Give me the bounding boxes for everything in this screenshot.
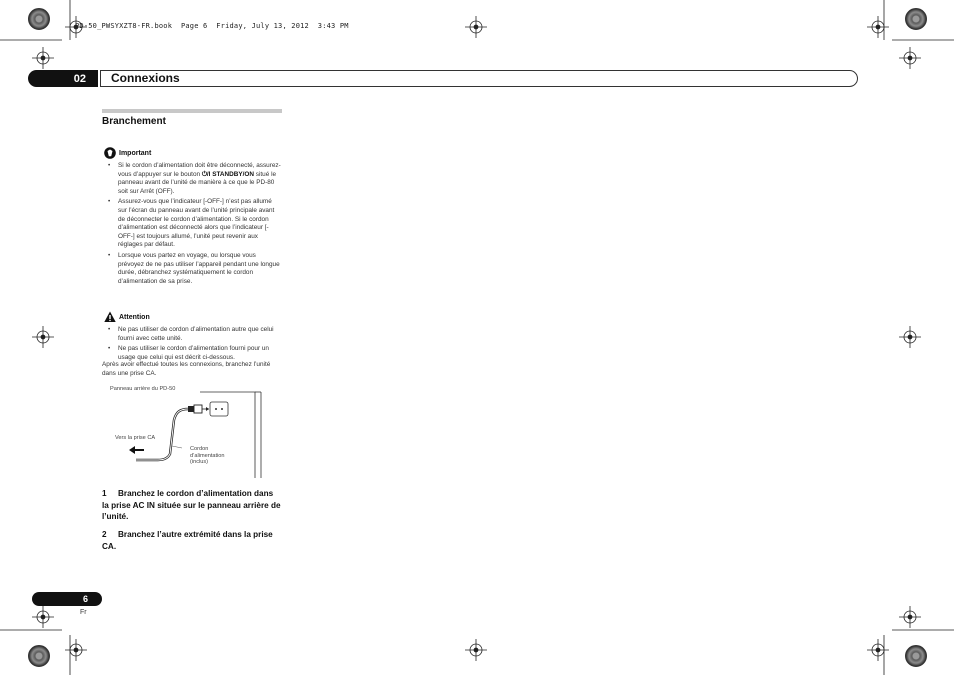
connection-diagram [110,384,270,484]
section-title: Branchement [102,116,166,127]
attention-list [104,326,282,362]
chapter-number-tab [28,70,98,87]
item-text-cont: situé le panneau avant de l’unité de manière à ce que le PD-80 soit sur Arrêt (OFF). [118,170,277,195]
cord-label [190,446,225,466]
registration-ball-bottom-right [905,645,927,667]
book-header-line: PD-50_PWSYXZT8-FR.book Page 6 Friday, July 13, 2012 3:43 PM [75,22,349,30]
rear-panel-label: Panneau arrière du PD-50 [110,386,176,392]
list-item [108,162,282,196]
item-text: Lorsque vous partez en voyage, ou lorsque vous prévoyez de ne pas utiliser l’appareil pendant une longue durée, débranchez systématiquement le cordon d’alimentation de sa prise. [118,251,280,285]
page-number-tab [32,592,102,606]
important-note [104,147,282,288]
item-text: Si le cordon d’alimentation doit être déconnecté, assurez-vous d’appuyer sur le bouton [118,162,281,178]
step-1 [102,488,282,523]
list-item: • Ne pas utiliser de cordon d’alimentation autre que celui fourni avec cette unité. [108,326,282,343]
step-text: Branchez le cordon d’alimentation dans la prise AC IN située sur le panneau arrière de l’unité. [102,489,281,521]
intro-paragraph: Après avoir effectué toutes les connexions, branchez l’unité dans une prise CA. [102,361,271,377]
item-bold: ⏻/I STANDBY/ON [201,170,255,178]
step-number: 2 [102,530,107,539]
registration-ball-top-right [905,8,927,30]
important-header [104,147,282,159]
item-text: Assurez-vous que l’indicateur [-OFF-] n’est pas allumé sur l’écran du panneau avant de l’unité principale avant de déconnecter le cordon d’alimentation. Si le cordon d’alimentation est déconnecté alors que l’indicateur [-OFF-] est toujours allumé, l’unité peut revenir aux réglages par défaut. [118,198,275,249]
section-rule [102,109,282,113]
cord-label-line-2: d’alimentation [190,452,225,459]
list-item [108,198,282,250]
attention-heading: Attention [119,313,150,321]
chapter-number: 02 [73,72,86,85]
chapter-title: Connexions [111,71,180,85]
list-item [108,252,282,286]
diagram-drawing [110,384,270,484]
step-2 [102,529,282,552]
important-icon [104,147,116,159]
outlet-label: Vers la prise CA [115,435,156,441]
cord-label-line-3: (inclus) [190,459,209,465]
registration-ball-bottom-left [28,645,50,667]
list-item: • Ne pas utiliser le cordon d’alimentation fourni pour un usage que celui qui est décrit ci-dessous. [108,345,282,362]
step-text: Branchez l’autre extrémité dans la prise CA. [102,530,273,551]
important-heading: Important [119,149,152,157]
chapter-title-bar [100,70,858,87]
language-code: Fr [80,609,87,616]
warning-icon [104,311,116,323]
step-number: 1 [102,489,107,498]
attention-note [104,311,282,364]
cord-label-line-1: Cordon [190,446,209,452]
important-list [104,162,282,286]
page-number: 6 [82,594,88,604]
attention-header [104,311,282,323]
